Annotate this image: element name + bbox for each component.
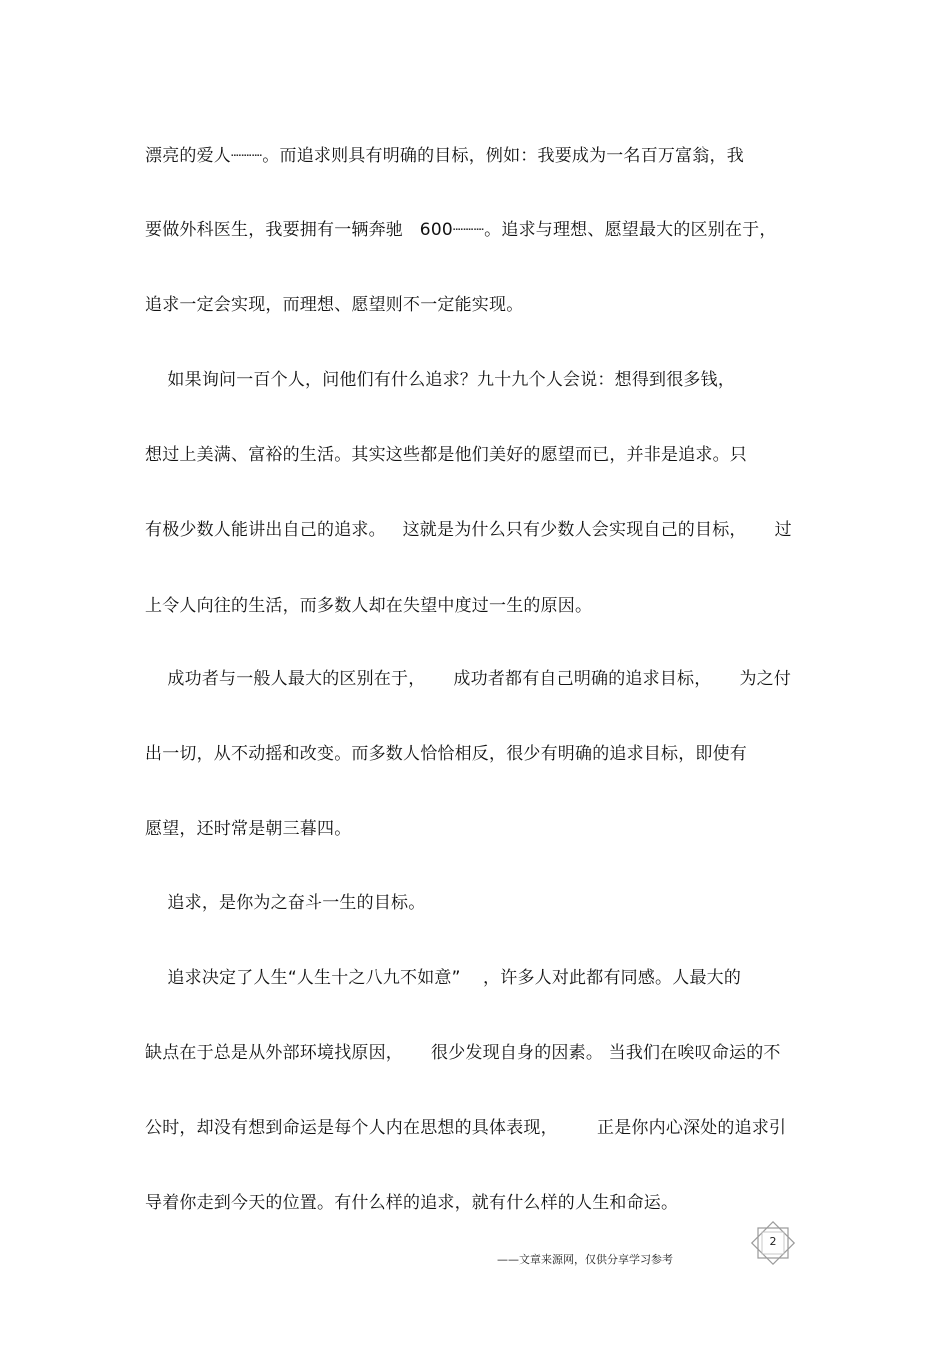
text-line: 漂亮的爱人┈┈┈。而追求则具有明确的目标，例如：我要成为一名百万富翁，我 — [145, 146, 744, 166]
text-line: 导着你走到今天的位置。有什么样的追求，就有什么样的人生和命运。 — [145, 1193, 679, 1213]
text-line: 缺点在于总是从外部环境找原因， 很少发现自身的因素。 当我们在唉叹命运的不 — [145, 1043, 781, 1063]
footer-source-note: ——文章来源网，仅供分享学习参考 — [497, 1253, 673, 1266]
text-line: 要做外科医生，我要拥有一辆奔驰 600┈┈┈。追求与理想、愿望最大的区别在于， — [145, 220, 777, 240]
text-line: 有极少数人能讲出自己的追求。 这就是为什么只有少数人会实现自己的目标， 过 — [145, 520, 792, 540]
page-number-badge — [750, 1220, 796, 1266]
text-line: 想过上美满、富裕的生活。其实这些都是他们美好的愿望而已，并非是追求。只 — [145, 445, 747, 465]
text-line: 愿望，还时常是朝三暮四。 — [145, 819, 352, 839]
text-line: 上令人向往的生活，而多数人却在失望中度过一生的原因。 — [145, 596, 593, 616]
page-number: 2 — [769, 1235, 777, 1248]
text-line: 追求一定会实现，而理想、愿望则不一定能实现。 — [145, 295, 524, 315]
text-line: 追求，是你为之奋斗一生的目标。 — [145, 893, 426, 913]
text-line: 公时，却没有想到命运是每个人内在思想的具体表现， 正是你内心深处的追求引 — [145, 1118, 787, 1138]
text-line: 如果询问一百个人，问他们有什么追求？九十九个人会说：想得到很多钱， — [145, 370, 736, 390]
text-line: 成功者与一般人最大的区别在于， 成功者都有自己明确的追求目标， 为之付 — [145, 669, 792, 689]
text-line: 出一切，从不动摇和改变。而多数人恰恰相反，很少有明确的追求目标，即使有 — [145, 744, 747, 764]
text-line: 追求决定了人生“人生十之八九不如意” ，许多人对此都有同感。人最大的 — [145, 968, 742, 988]
